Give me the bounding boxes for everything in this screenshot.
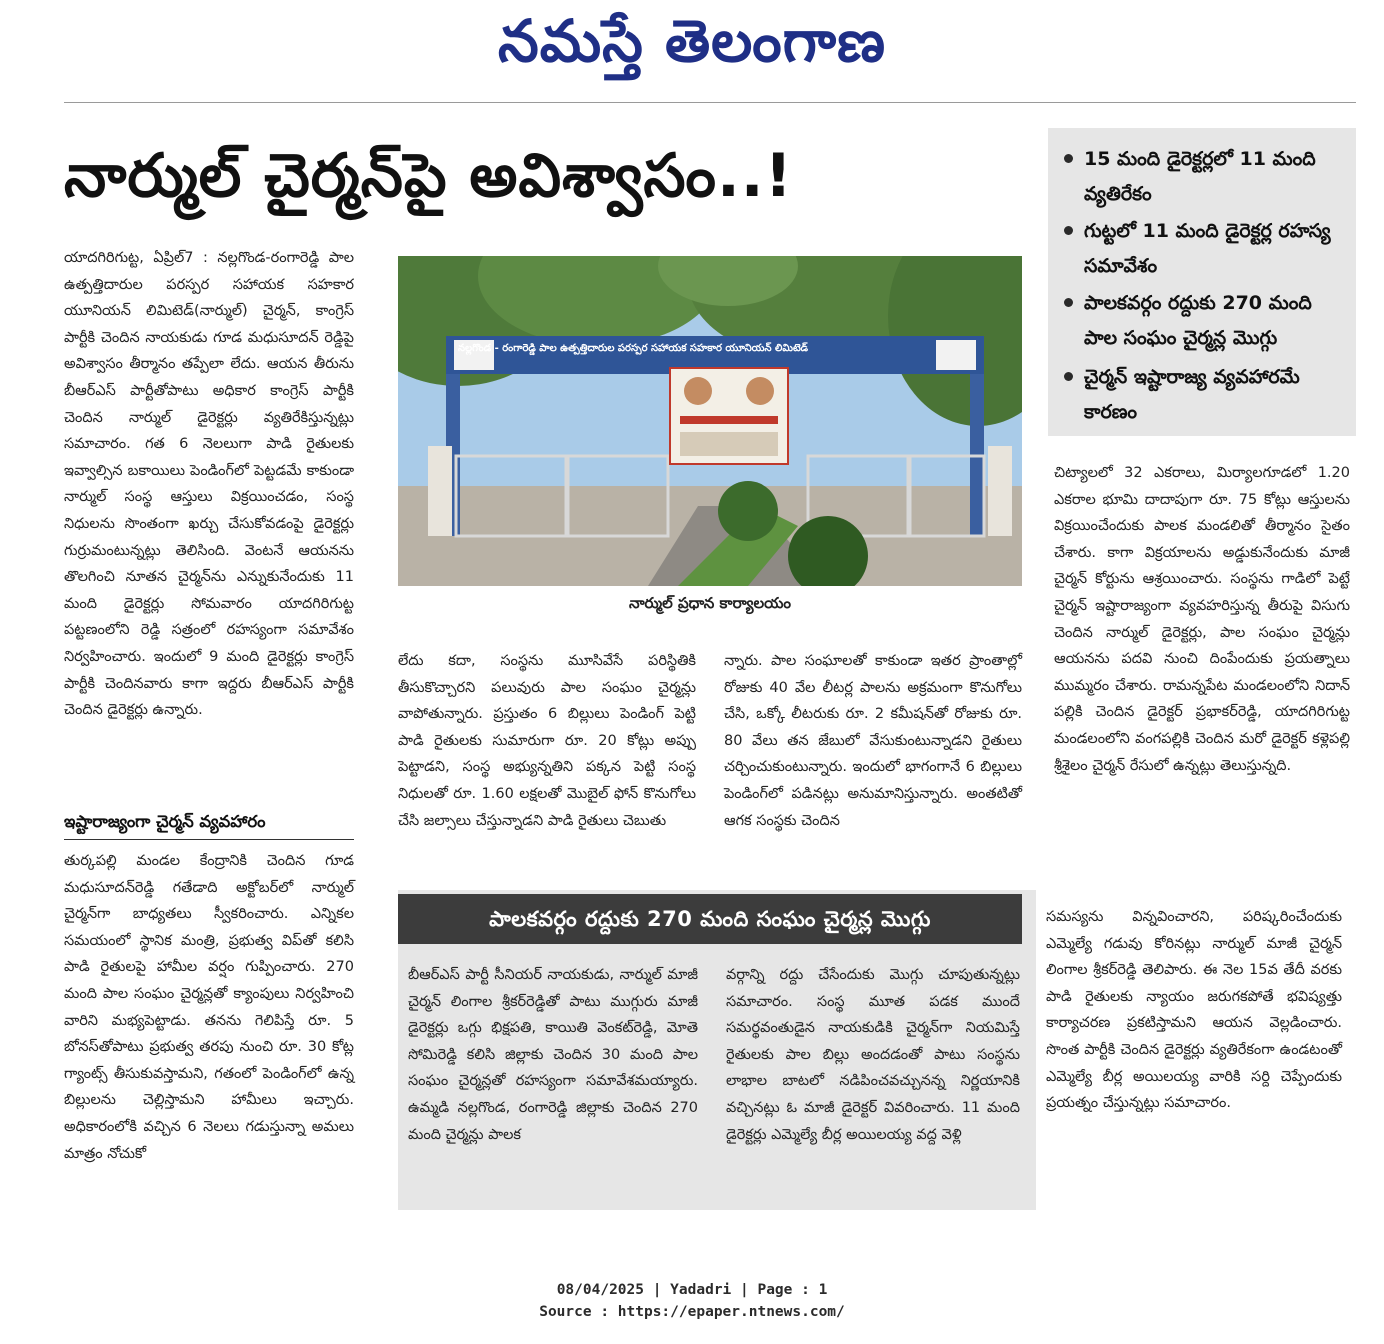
- article-paragraph: లేదు కదా, సంస్థను మూసివేసే పరిస్థితికి తీసుకొచ్చారని పలువురు పాల సంఘం చైర్మన్లు వాపోతున్నారు. ప్రస్తుతం 6 బిల్లులు పెండింగ్ పెట్టి పాడి రైతులకు సుమారుగా రూ. 20 కోట్లు అప్పు పెట్టాడని, సంస్థ అభ్యున్నతిని పక్కన పెట్టి సంస్థ నిధులతో రూ. 1.60 లక్షలతో మొబైల్ ఫోన్ కొనుగోలు చేసి జల్సాలు చేస్తున్నాడని పాడి రైతులు చెబుతు: [398, 653, 696, 829]
- highlight-item: పాలకవర్గం రద్దుకు 270 మంది పాల సంఘం చైర్మన్ల మొగ్గు: [1064, 286, 1346, 356]
- article-column-1-continued: [64, 848, 354, 1167]
- office-banner-text: నల్లగొండ - రంగారెడ్డి పాల ఉత్పత్తిదారుల పరస్పర సహాయక సహకార యూనియన్ లిమిటెడ్: [458, 343, 809, 354]
- headline: నార్ముల్ చైర్మన్‌పై అవిశ్వాసం..!: [64, 141, 793, 211]
- article-paragraph: యాదగిరిగుట్ట, ఏప్రిల్7 : నల్లగొండ-రంగారెడ్డి పాల ఉత్పత్తిదారుల పరస్పర సహాయక సహకార యూనియన్ లిమిటెడ్(నార్ముల్) చైర్మన్, కాంగ్రెస్ పార్టీకి చెందిన నాయకుడు గూడ మధుసూదన్ రెడ్డిపై అవిశ్వాసం తీర్మానం తప్పేలా లేదు. ఆయన తీరును బీఆర్ఎస్ పార్టీతోపాటు అధికార కాంగ్రెస్ పార్టీకి చెందిన నార్ముల్ డైరెక్టర్లు వ్యతిరేకిస్తున్నట్లు సమాచారం. గత 6 నెలలుగా పాడి రైతులకు ఇవ్వాల్సిన బకాయిలు పెండింగ్‌లో పెట్టడమే కాకుండా నార్ముల్ సంస్థ ఆస్తులు విక్రయించడం, సంస్థ నిధులను సొంతంగా ఖర్చు చేసుకోవడంపై డైరెక్టర్లు గుర్రుమంటున్నట్లు తెలిసింది. వెంటనే ఆయనను తొలగించి నూతన చైర్మన్‌ను ఎన్నుకునేందుకు 11 మంది డైరెక్టర్లు సోమవారం యాదగిరిగుట్ట పట్టణంలోని రెడ్డి సత్రంలో రహస్యంగా సమావేశం నిర్వహించారు. ఇందులో 9 మంది డైరెక్టర్లు కాంగ్రెస్ పార్టీకి చెందినవారు కాగా ఇద్దరు బీఆర్ఎస్ పార్టీకి చెందిన డైరెక్టర్లు ఉన్నారు.: [64, 250, 354, 719]
- article-column-1: [64, 245, 354, 724]
- article-paragraph: వర్గాన్ని రద్దు చేసేందుకు మొగ్గు చూపుతున్నట్లు సమాచారం. సంస్థ మూత పడక ముందే సమర్థవంతుడైన నాయకుడికి చైర్మన్‌గా నియమిస్తే రైతులకు పాల బిల్లు అందడంతో పాటు సంస్థను లాభాల బాటలో నడిపించవచ్చునన్న నిర్ణయానికి వచ్చినట్లు ఓ మాజీ డైరెక్టర్ వివరించారు. 11 మంది డైరెక్టర్లు ఎమ్మెల్యే బీర్ల అయిలయ్య వద్ద వెళ్లి: [726, 967, 1020, 1143]
- masthead-logo: నమస్తే తెలంగాణ: [498, 7, 886, 75]
- boxed-story-column-3: [1046, 904, 1342, 1117]
- article-column-4: [1054, 460, 1350, 779]
- bullet-icon: [1064, 226, 1073, 235]
- photo-caption: నార్ముల్ ప్రధాన కార్యాలయం: [628, 594, 792, 612]
- article-paragraph: తుర్కపల్లి మండల కేంద్రానికి చెందిన గూడ మధుసూదన్‌రెడ్డి గతేడాది అక్టోబర్‌లో నార్ముల్ చైర్మన్‌గా బాధ్యతలు స్వీకరించారు. ఎన్నికల సమయంలో స్థానిక మంత్రి, ప్రభుత్వ విప్‌తో కలిసి పాడి రైతులపై హామీల వర్షం గుప్పించారు. 270 మంది పాల సంఘం చైర్మన్లతో క్యాంపులు నిర్వహించి వారిని మభ్యపెట్టాడు. తనను గెలిపిస్తే రూ. 5 బోనస్‌తోపాటు ప్రభుత్వ తరపు నుంచి రూ. 30 కోట్ల గ్యాంట్స్ తీసుకువస్తామని, గతంలో పెండింగ్‌లో ఉన్న బిల్లులను చెల్లిస్తామని హామీలు ఇచ్చారు. అధికారంలోకి వచ్చిన 6 నెలలు గడుస్తున్నా అమలు మాత్రం నోచుకో: [64, 853, 354, 1162]
- article-column-3: [724, 648, 1022, 834]
- highlight-item: గుట్టలో 11 మంది డైరెక్టర్ల రహస్య సమావేశం: [1064, 214, 1346, 284]
- highlight-item: 15 మంది డైరెక్టర్లలో 11 మంది వ్యతిరేకం: [1064, 142, 1346, 212]
- bullet-icon: [1064, 154, 1073, 163]
- article-paragraph: చిట్యాలలో 32 ఎకరాలు, మిర్యాలగూడలో 1.20 ఎకరాల భూమి దాదాపుగా రూ. 75 కోట్లు ఆస్తులను విక్రయించేందుకు పాలక మండలితో తీర్మానం సైతం చేశారు. కాగా విక్రయాలను అడ్డుకునేందుకు మాజీ చైర్మన్ కోర్టును ఆశ్రయించారు. సంస్థను గాడిలో పెట్టే చైర్మన్ ఇష్టారాజ్యంగా వ్యవహరిస్తున్న తీరుపై విసుగు చెందిన నార్ముల్ డైరెక్టర్లు, పాల సంఘం చైర్మన్లు ఆయనను పదవి నుంచి దింపేందుకు ప్రయత్నాలు ముమ్మరం చేశారు. రామన్నపేట మండలంలోని నిదాన్ పల్లికి చెందిన డైరెక్టర్ ప్రభాకర్‌రెడ్డి, యాదగిరిగుట్ట మండలంలోని వంగపల్లికి చెందిన మరో డైరెక్టర్ కళ్లెపల్లి శ్రీశైలం చైర్మన్ రేసులో ఉన్నట్లు తెలుస్తున్నది.: [1054, 465, 1350, 774]
- article-paragraph: సమస్యను విన్నవించారని, పరిష్కరించేందుకు ఎమ్మెల్యే గడువు కోరినట్లు నార్ముల్ మాజీ చైర్మన్ లింగాల శ్రీకర్‌రెడ్డి తెలిపారు. ఈ నెల 15వ తేదీ వరకు పాడి రైతులకు న్యాయం జరుగకపోతే భవిష్యత్తు కార్యాచరణ ప్రకటిస్తామని ఆయన వెల్లడించారు. సొంత పార్టీకి చెందిన డైరెక్టర్లు వ్యతిరేకంగా ఉండటంతో ఎమ్మెల్యే బీర్ల అయిలయ్య వారికి సర్ది చెప్పేందుకు ప్రయత్నం చేస్తున్నట్లు సమాచారం.: [1046, 909, 1342, 1112]
- boxed-story-column-1: [408, 962, 698, 1148]
- article-paragraph: బీఆర్ఎస్ పార్టీ సీనియర్ నాయకుడు, నార్ముల్ మాజీ చైర్మన్ లింగాల శ్రీకర్‌రెడ్డితో పాటు ముగ్గురు మాజీ డైరెక్టర్లు ఒగ్గు భిక్షపతి, కాయితి వెంకట్‌రెడ్డి, మోతె సోమిరెడ్డి కలిసి జిల్లాకు చెందిన 30 మంది పాల సంఘం చైర్మన్లతో రహస్యంగా సమావేశమయ్యారు. ఉమ్మడి నల్లగొండ, రంగారెడ్డి జిల్లాకు చెందిన 270 మంది చైర్మన్లు పాలక: [408, 967, 698, 1143]
- highlight-item: చైర్మన్ ఇష్టారాజ్య వ్యవహారమే కారణం: [1064, 360, 1346, 430]
- section-subhead: ఇష్టారాజ్యంగా చైర్మన్ వ్యవహారం: [64, 812, 354, 840]
- article-column-2: [398, 648, 696, 834]
- bullet-icon: [1064, 372, 1073, 381]
- office-photo: [398, 256, 1022, 586]
- footer-date-edition: 08/04/2025 | Yadadri | Page : 1: [556, 1282, 828, 1298]
- highlights-box: [1048, 128, 1356, 436]
- boxed-story-title: పాలకవర్గం రద్దుకు 270 మంది సంఘం చైర్మన్ల మొగ్గు: [398, 894, 1022, 944]
- masthead-divider: [64, 102, 1356, 103]
- boxed-story-column-2: [726, 962, 1020, 1148]
- footer-source-link[interactable]: Source : https://epaper.ntnews.com/: [539, 1304, 845, 1320]
- article-paragraph: న్నారు. పాల సంఘాలతో కాకుండా ఇతర ప్రాంతాల్లో రోజుకు 40 వేల లీటర్ల పాలను అక్రమంగా కొనుగోలు చేసి, ఒక్కో లీటరుకు రూ. 2 కమీషన్‌తో రోజుకు రూ. 80 వేలు తన జేబులో వేసుకుంటున్నాడని రైతులు చర్చించుకుంటున్నారు. ఇందులో భాగంగానే 6 బిల్లులు పెండింగ్‌లో పడినట్లు అనుమానిస్తున్నారు. అంతటితో ఆగక సంస్థకు చెందిన: [724, 653, 1022, 829]
- bullet-icon: [1064, 298, 1073, 307]
